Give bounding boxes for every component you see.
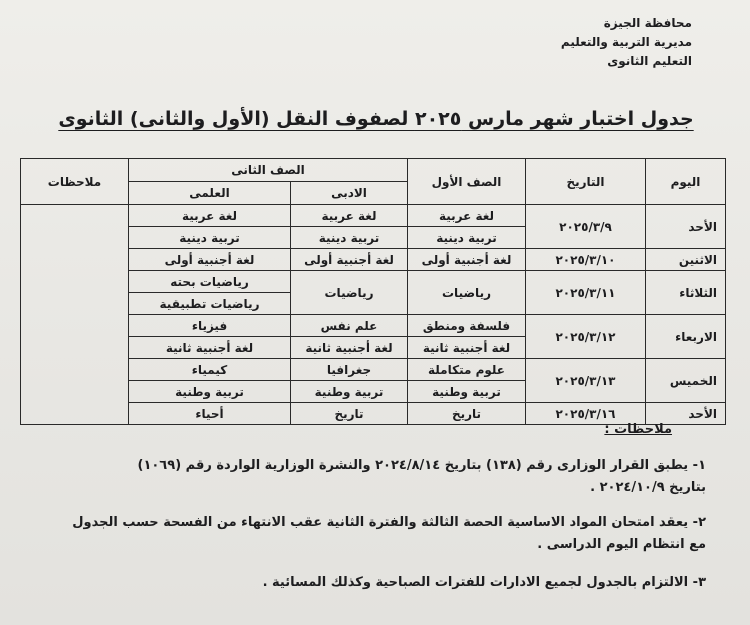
day-cell: الخميس <box>646 359 726 403</box>
day-cell: الاربعاء <box>646 315 726 359</box>
date-cell: ٢٠٢٥/٣/٩ <box>526 205 646 249</box>
literary-subject: تربية وطنية <box>291 381 408 403</box>
note-line: مع انتظام اليوم الدراسى . <box>537 537 706 552</box>
scientific-subject: أحياء <box>129 403 291 425</box>
notes-heading: ملاحظات : <box>604 422 672 437</box>
note-item <box>26 455 706 499</box>
header-grade1: الصف الأول <box>408 159 526 205</box>
header-day: اليوم <box>646 159 726 205</box>
note-line: ٣- الالتزام بالجدول لجميع الادارات للفترات الصباحية وكذلك المسائية . <box>262 575 706 590</box>
scientific-subject: تربية دينية <box>129 227 291 249</box>
notes-cell <box>21 205 129 425</box>
grade1-subject: لغة أجنبية أولى <box>408 249 526 271</box>
day-cell: الأحد <box>646 403 726 425</box>
scientific-subject: رياضيات تطبيقية <box>129 293 291 315</box>
date-cell: ٢٠٢٥/٣/١١ <box>526 271 646 315</box>
grade1-subject: تربية وطنية <box>408 381 526 403</box>
table-row <box>21 205 726 227</box>
grade1-subject: تربية دينية <box>408 227 526 249</box>
header-literary: الادبى <box>291 182 408 205</box>
scientific-subject: لغة أجنبية أولى <box>129 249 291 271</box>
date-cell: ٢٠٢٥/٣/١٢ <box>526 315 646 359</box>
note-line: بتاريخ ٢٠٢٤/١٠/٩ . <box>590 480 706 495</box>
date-cell: ٢٠٢٥/٣/١٠ <box>526 249 646 271</box>
note-item <box>26 572 706 594</box>
scientific-subject: فيزياء <box>129 315 291 337</box>
scientific-subject: كيمياء <box>129 359 291 381</box>
literary-subject: جغرافيا <box>291 359 408 381</box>
date-cell: ٢٠٢٥/٣/١٦ <box>526 403 646 425</box>
sector-name: التعليم الثانوى <box>607 54 692 68</box>
note-item <box>26 512 706 556</box>
note-line: ١- يطبق القرار الوزارى رقم (١٣٨) بتاريخ ٢٠٢٤/٨/١٤ والنشرة الوزارية الواردة رقم (١٠٦٩) <box>137 458 706 473</box>
literary-subject: رياضيات <box>291 271 408 315</box>
day-cell: الثلاثاء <box>646 271 726 315</box>
literary-subject: لغة أجنبية ثانية <box>291 337 408 359</box>
header-date: التاريخ <box>526 159 646 205</box>
day-cell: الأحد <box>646 205 726 249</box>
literary-subject: تربية دينية <box>291 227 408 249</box>
governorate-name: محافظة الجيزة <box>603 16 692 30</box>
grade1-subject: تاريخ <box>408 403 526 425</box>
scientific-subject: لغة أجنبية ثانية <box>129 337 291 359</box>
literary-subject: لغة عربية <box>291 205 408 227</box>
directorate-name: مديرية التربية والتعليم <box>560 35 692 49</box>
header-grade2: الصف الثانى <box>129 159 408 182</box>
literary-subject: لغة أجنبية أولى <box>291 249 408 271</box>
issuer-header <box>561 14 692 71</box>
grade1-subject: لغة عربية <box>408 205 526 227</box>
date-cell: ٢٠٢٥/٣/١٣ <box>526 359 646 403</box>
scientific-subject: رياضيات بحته <box>129 271 291 293</box>
header-scientific: العلمى <box>129 182 291 205</box>
header-notes: ملاحظات <box>21 159 129 205</box>
grade1-subject: فلسفة ومنطق <box>408 315 526 337</box>
literary-subject: علم نفس <box>291 315 408 337</box>
grade1-subject: علوم متكاملة <box>408 359 526 381</box>
grade1-subject: لغة أجنبية ثانية <box>408 337 526 359</box>
scientific-subject: لغة عربية <box>129 205 291 227</box>
day-cell: الاثنين <box>646 249 726 271</box>
document-title: جدول اختبار شهر مارس ٢٠٢٥ لصفوف النقل (الأول والثانى) الثانوى <box>58 108 694 130</box>
literary-subject: تاريخ <box>291 403 408 425</box>
grade1-subject: رياضيات <box>408 271 526 315</box>
note-line: ٢- يعقد امتحان المواد الاساسية الحصة الثالثة والفترة الثانية عقب الانتهاء من الفسحة حسب الجدول <box>72 515 706 530</box>
exam-schedule-table <box>20 158 726 425</box>
scientific-subject: تربية وطنية <box>129 381 291 403</box>
